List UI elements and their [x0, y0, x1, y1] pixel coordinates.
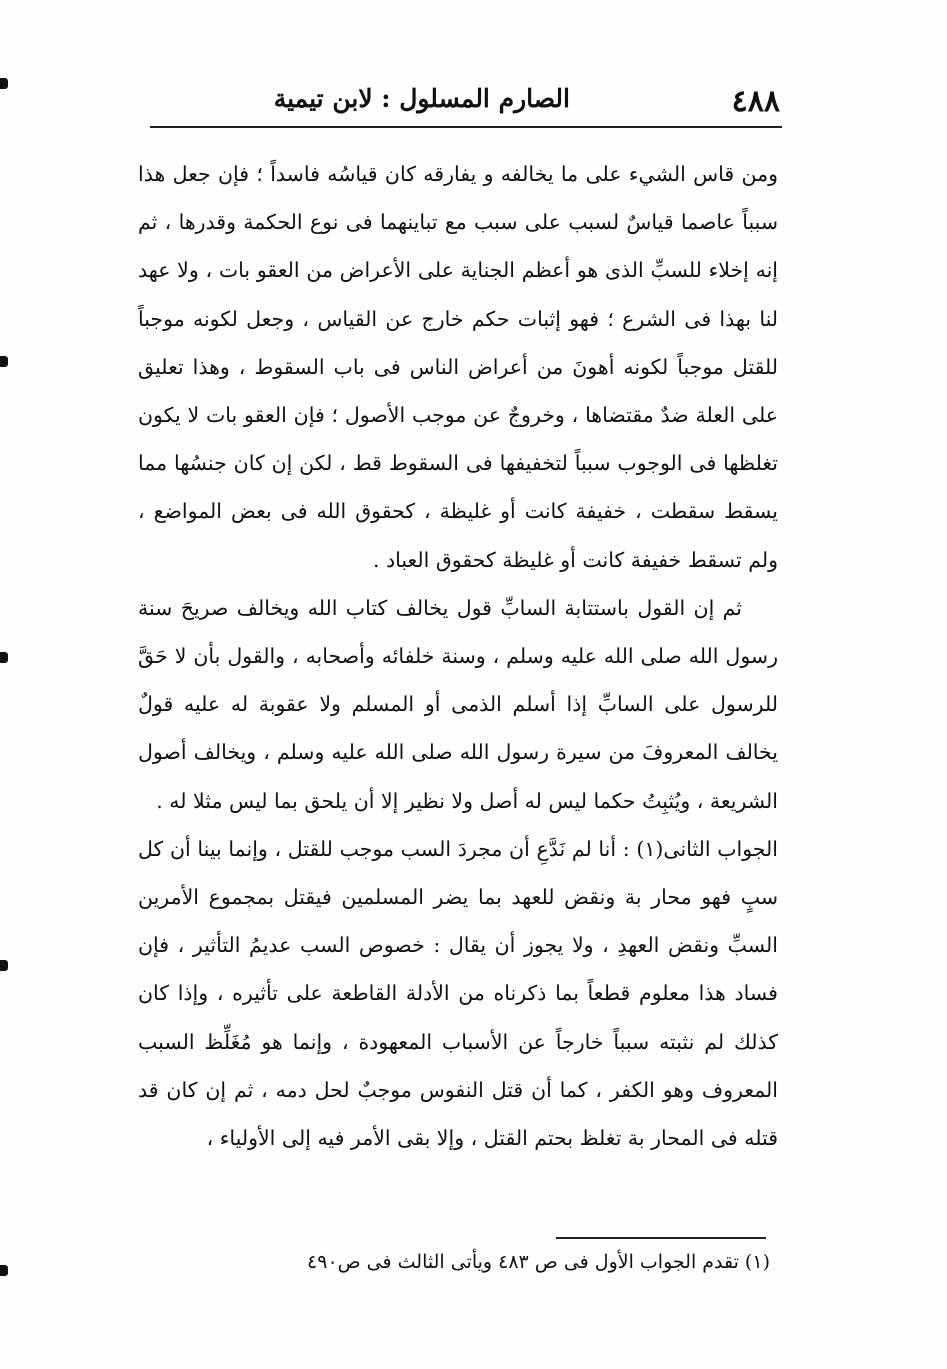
- page-number: ٤٨٨: [731, 84, 780, 119]
- scan-edge-mark: [0, 78, 8, 89]
- page-header: [150, 78, 780, 124]
- footnote: (١) تقدم الجواب الأول فى ص ٤٨٣ ويأتى الثالث فى ص٤٩٠: [307, 1251, 770, 1273]
- main-text: [138, 150, 778, 1162]
- footnote-divider: [556, 1237, 766, 1239]
- paragraph-3: الجواب الثانى(١) : أنا لم نَدَّعِ أن مجردَ السب موجب للقتل ، وإنما بينا أن كل سبٍ فهو محار بة ونقض للعهد بما يضر المسلمين فيقتل بمجموع الأمرين السبِّ ونقض العهدِ ، ولا يجوز أن يقال : خصوص السب عديمُ التأثير ، فإن فساد هذا معلوم قطعاً بما ذكرناه من الأدلة القاطعة على تأثيره ، وإذا كان كذلك لم نثبته سبباً خارجاً عن الأسباب المعهودة ، وإنما هو مُغَلِّظ السبب المعروف وهو الكفر ، كما أن قتل النفوس موجبٌ لحل دمه ، ثم إن كان قد قتله فى المحار بة تغلظ بحتم القتل ، وإلا بقى الأمر فيه إلى الأولياء ،: [138, 836, 778, 1151]
- paragraph-2: ثم إن القول باستتابة السابِّ قول يخالف كتاب الله ويخالف صريحَ سنة رسول الله صلى الله عليه وسلم ، وسنة خلفائه وأصحابه ، والقول بأن لا حَقَّ للرسول على السابِّ إذا أسلم الذمى أو المسلم ولا عقوبة له عليه قولٌ يخالف المعروفَ من سيرة رسول الله صلى الله عليه وسلم ، ويخالف أصول الشريعة ، ويُثبِتُ حكما ليس له أصل ولا نظير إلا أن يلحق بما ليس مثلا له .: [138, 595, 778, 813]
- header-divider: [150, 126, 782, 128]
- scan-edge-mark: [0, 960, 8, 971]
- scan-edge-mark: [0, 652, 8, 663]
- scan-edge-mark: [0, 356, 8, 367]
- scan-edge-mark: [0, 1265, 8, 1276]
- running-title: الصارم المسلول : لابن تيمية: [273, 84, 570, 113]
- paragraph-1: ومن قاس الشيء على ما يخالفه و يفارقه كان قياسُه فاسداً ؛ فإن جعل هذا سبباً عاصما قياسٌ لسبب على سبب مع تباينهما فى نوع الحكمة وقدرها ، ثم إنه إخلاء للسبِّ الذى هو أعظم الجناية على الأعراض من العقو بات ، ولا عهد لنا بهذا فى الشرع ؛ فهو إثبات حكم خارج عن القياس ، وجعل لكونه موجباً للقتل موجباً لكونه أهونَ من أعراض الناس فى باب السقوط ، وهذا تعليق على العلة ضدٌ مقتضاها ، وخروجٌ عن موجب الأصول ؛ فإن العقو بات لا يكون تغلظها فى الوجوب سبباً لتخفيفها فى السقوط قط ، لكن إن كان جنسُها مما يسقط سقطت ، خفيفة كانت أو غليظة ، كحقوق الله فى بعض المواضع ، ولم تسقط خفيفة كانت أو غليظة كحقوق العباد .: [138, 162, 778, 572]
